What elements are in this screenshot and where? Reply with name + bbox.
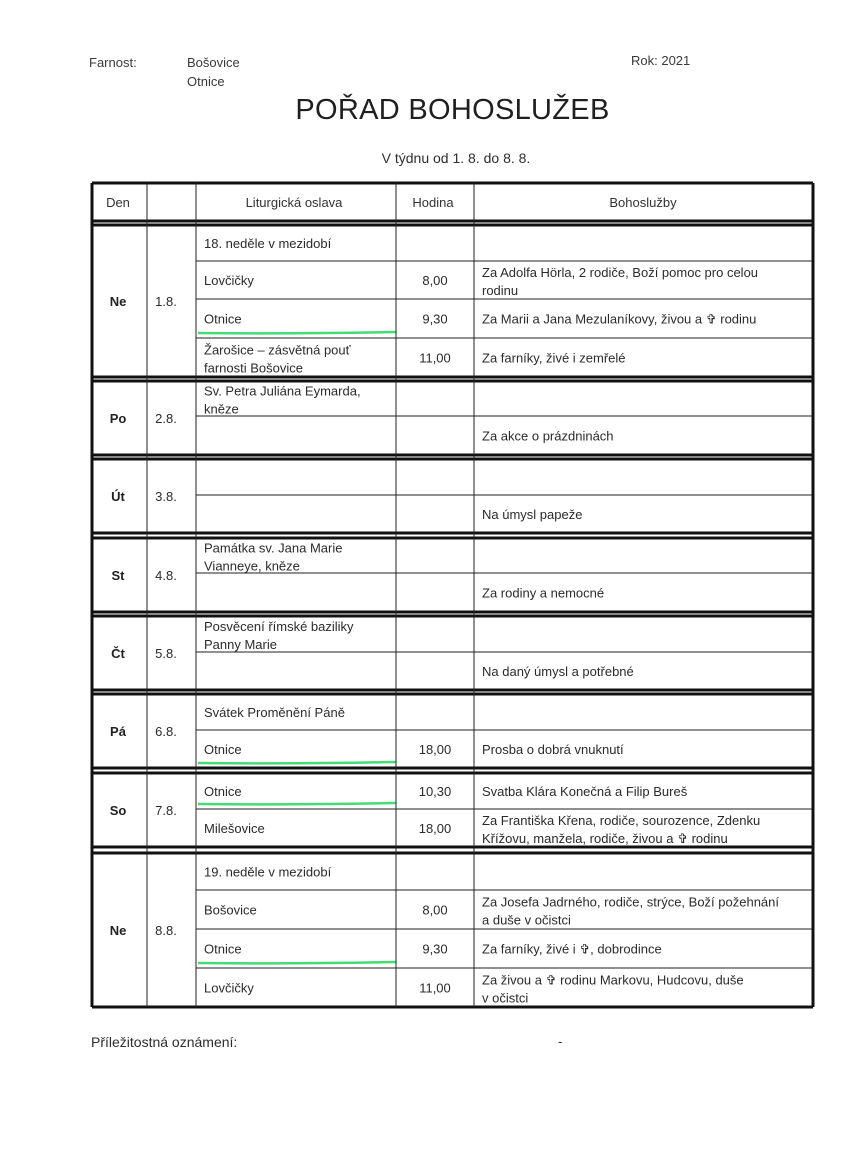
service-text: Křížovu, manžela, rodiče, živou a ✞ rodinu — [482, 831, 728, 846]
day-name: Pá — [110, 724, 126, 739]
hour-text: 11,00 — [419, 350, 451, 366]
service-text: Za farníky, živé i ✞, dobrodince — [482, 941, 662, 957]
hour-text: 18,00 — [418, 742, 452, 757]
service-text: Za Františka Křena, rodiče, sourozence, Zdenku — [482, 813, 761, 828]
day-name: So — [109, 803, 127, 818]
day-date: 4.8. — [155, 568, 177, 583]
liturgy-text: farnosti Bošovice — [204, 360, 303, 376]
liturgy-text: 19. neděle v mezidobí — [204, 864, 332, 880]
day-date: 3.8. — [155, 489, 177, 504]
liturgy-text: Bošovice — [204, 902, 257, 918]
day-date: 1.8. — [155, 294, 177, 309]
page-title: POŘAD BOHOSLUŽEB — [295, 94, 610, 126]
col-header-services: Bohoslužby — [609, 195, 677, 210]
liturgy-text: Lovčičky — [204, 273, 254, 288]
col-header-hour: Hodina — [412, 195, 454, 210]
highlighter-underline — [198, 803, 396, 804]
service-text: Za Marii a Jana Mezulaníkovy, živou a ✞ rodinu — [482, 311, 757, 327]
liturgy-text: Svátek Proměnění Páně — [204, 705, 345, 720]
day-date: 2.8. — [155, 411, 177, 426]
day-date: 5.8. — [155, 646, 177, 661]
liturgy-text: 18. neděle v mezidobí — [204, 236, 332, 251]
hour-text: 8,00 — [422, 902, 448, 918]
day-date: 6.8. — [155, 724, 177, 739]
service-text: rodinu — [482, 283, 519, 298]
liturgy-text: Lovčičky — [204, 980, 254, 996]
col-header-day: Den — [106, 195, 130, 210]
liturgy-text: Památka sv. Jana Marie — [204, 540, 343, 556]
year-label: Rok: 2021 — [631, 53, 691, 68]
occasional-announcements-label: Příležitostná oznámení: — [91, 1034, 238, 1050]
parish-label: Farnost: — [89, 55, 137, 70]
day-name: Ne — [109, 294, 127, 309]
service-text: Za Adolfa Hörla, 2 rodiče, Boží pomoc pro celou — [482, 265, 759, 280]
day-name: Út — [111, 489, 125, 504]
day-name: Po — [109, 411, 127, 426]
hour-text: 9,30 — [422, 941, 448, 957]
liturgy-text: Otnice — [204, 742, 242, 757]
day-name: Ne — [109, 923, 127, 938]
hour-text: 10,30 — [418, 784, 452, 799]
day-name: Čt — [111, 646, 125, 661]
service-text: Za rodiny a nemocné — [482, 585, 605, 601]
liturgy-text: Vianneye, kněze — [204, 558, 300, 574]
service-text: Za farníky, živé i zemřelé — [482, 350, 626, 366]
week-range: V týdnu od 1. 8. do 8. 8. — [381, 150, 531, 166]
hour-text: 9,30 — [422, 311, 448, 327]
liturgy-text: Posvěcení římské baziliky — [204, 619, 354, 634]
service-text: Za živou a ✞ rodinu Markovu, Hudcovu, duše — [482, 972, 744, 988]
parish-name-2: Otnice — [187, 74, 225, 89]
hour-text: 11,00 — [419, 980, 451, 996]
liturgy-text: Otnice — [204, 941, 242, 957]
day-date: 7.8. — [155, 803, 177, 818]
service-text: Na daný úmysl a potřebné — [482, 664, 634, 679]
liturgy-text: Milešovice — [204, 821, 265, 836]
parish-name-1: Bošovice — [187, 55, 240, 70]
liturgy-text: Otnice — [204, 784, 242, 799]
liturgy-text: Žarošice – zásvětná pouť — [204, 342, 351, 358]
service-text: Prosba o dobrá vnuknutí — [482, 742, 624, 757]
hour-text: 8,00 — [422, 273, 448, 288]
service-text: Za Josefa Jadrného, rodiče, strýce, Boží požehnání — [482, 894, 780, 910]
liturgy-text: Otnice — [204, 311, 242, 327]
hour-text: 18,00 — [418, 821, 452, 836]
day-date: 8.8. — [155, 923, 177, 938]
highlighter-underline — [198, 962, 396, 963]
highlighter-underline — [198, 332, 396, 333]
announcement-dash: - — [558, 1034, 563, 1049]
liturgy-text: Panny Marie — [204, 637, 277, 652]
col-header-liturgy: Liturgická oslava — [245, 195, 343, 210]
liturgy-text: Sv. Petra Juliána Eymarda, — [204, 383, 361, 399]
service-text: Na úmysl papeže — [482, 507, 583, 522]
highlighter-underline — [198, 762, 396, 763]
service-text: Svatba Klára Konečná a Filip Bureš — [482, 784, 688, 799]
service-text: a duše v očistci — [482, 912, 571, 928]
service-text: v očistci — [482, 990, 529, 1006]
day-name: St — [111, 568, 125, 583]
service-text: Za akce o prázdninách — [482, 428, 614, 444]
liturgy-text: kněze — [204, 401, 239, 417]
